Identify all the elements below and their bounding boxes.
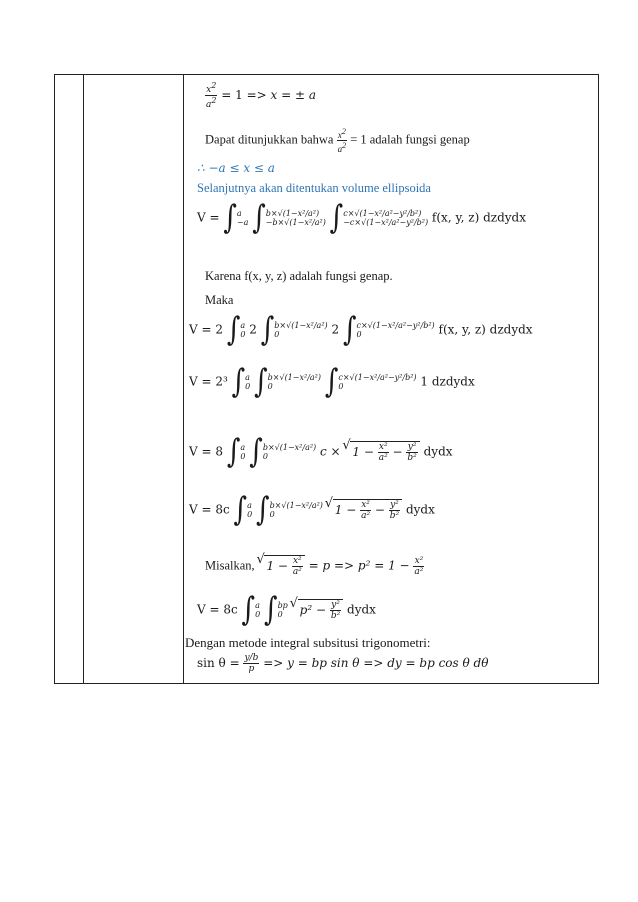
column-divider-1	[83, 75, 84, 683]
equation-x-equals-pm-a: $\frac{x^2}{a^2}$ = 1 => x = ± a	[206, 81, 317, 110]
integral-step-8c: V = 8c ∫ a 0 ∫ b×√(1−x²/a²) 0 √ 1 − $\frac{\text{x²}}{\text{a²}}$ − $\frac{\text{y²}}{\text{b²}}$ dydx	[189, 495, 435, 525]
integral-step-2-cubed: V = 2³ ∫ a 0 ∫ b×√(1−x²/a²) 0 ∫ c×√(1−x²/a²−y²/b²) 0 1 dzdydx	[189, 363, 475, 401]
even-function-note: Karena f(x, y, z) adalah fungsi genap.	[205, 269, 393, 283]
trig-substitution-heading: Dengan metode integral subsitusi trigonometri:	[185, 635, 431, 650]
integral-step-substituted: V = 8c ∫ a 0 ∫ bp 0 √ p² − $\frac{\text{y²}}{\text{b²}}$ dydx	[197, 595, 376, 625]
section-heading: Selanjutnya akan ditentukan volume ellipsoida	[197, 181, 431, 195]
substitution-definition: Misalkan, √ 1 − $\frac{\text{x²}}{\text{a²}}$ = p => p² = 1 − $\frac{\text{x²}}{\text{a²}}$	[205, 555, 424, 577]
trig-substitution-equation: sin θ = $\frac{y/b}{p}$ => y = bp sin θ => dy = bp cos θ dθ	[197, 653, 489, 674]
maka-label: Maka	[205, 293, 234, 307]
integral-step-8: V = 8 ∫ a 0 ∫ b×√(1−x²/a²) 0 c × √ 1 − $\frac{\text{x²}}{\text{a²}}$ − $\frac{\text{y²}}{\text{b²}}$ dydx	[189, 437, 453, 467]
x-range: ∴ −a ≤ x ≤ a	[197, 161, 275, 175]
table-frame	[54, 74, 599, 684]
content-cell	[183, 75, 598, 683]
triple-integral-volume: V = ∫ a −a ∫ b×√(1−x²/a²) −b×√(1−x²/a²) ∫ c×√(1−x²/a²−y²/b²) −c×√(1−x²/a²−y²/b²) f(x, y, z) dzdydx	[197, 199, 526, 237]
even-function-statement: Dapat ditunjukkan bahwa $\frac{x^2}{a^2}$ = 1 adalah fungsi genap	[205, 127, 470, 154]
integral-step-2: V = 2 ∫ a 0 2 ∫ b×√(1−x²/a²) 0 2 ∫ c×√(1−x²/a²−y²/b²) 0 f(x, y, z) dzdydx	[189, 311, 533, 349]
